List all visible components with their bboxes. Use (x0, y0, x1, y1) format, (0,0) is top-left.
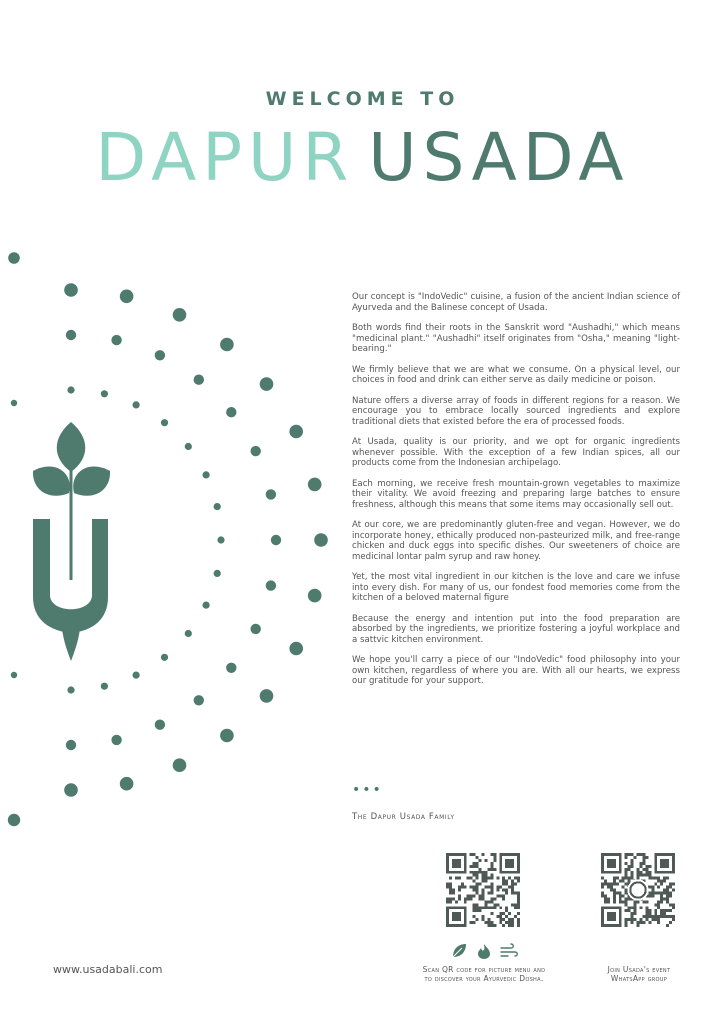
website-link[interactable]: www.usadabali.com (53, 963, 163, 976)
decorative-dot (308, 478, 322, 492)
paragraph: Yet, the most vital ingredient in our kitchen is the love and care we infuse into every dish. For many of us, our fondest food memories come from the kitchen of a beloved maternal figure (352, 572, 680, 603)
paragraph: Our concept is "IndoVedic" cuisine, a fusion of the ancient Indian science of Ayurveda and the Balinese concept of Usada. (352, 292, 680, 313)
decorative-dot (266, 489, 276, 499)
decorative-dot (289, 425, 303, 439)
wind-icon (501, 944, 517, 956)
qr-caption-whatsapp (590, 965, 688, 983)
decorative-dot (185, 443, 192, 450)
decorative-dot (226, 663, 236, 673)
decorative-dot (185, 630, 192, 637)
welcome-heading: WELCOME TO (265, 88, 460, 110)
brand-title-part2: USADA (368, 119, 630, 196)
dot-arcs (8, 252, 328, 826)
decorative-dot (155, 720, 165, 730)
caption-line: WhatsApp group (610, 974, 668, 983)
decorative-dot (120, 290, 134, 304)
decorative-dot (101, 683, 108, 690)
decorative-dot (194, 695, 204, 705)
decorative-dot (220, 729, 234, 743)
caption-line: Join Usada's event (607, 965, 671, 974)
decorative-dot (161, 654, 168, 661)
paragraph: Both words find their roots in the Sanskrit word "Aushadhi," which means "medicinal plant." "Aushadhi" itself originates from "Osha," meaning "light-bearing." (352, 323, 680, 354)
decorative-dot (220, 338, 234, 352)
paragraph: Because the energy and intention put into the food preparation are absorbed by the ingredients, we prioritize fostering a joyful workplace and a sattvic kitchen environment. (352, 613, 680, 645)
decorative-dot (266, 580, 276, 590)
decorative-dot (251, 446, 261, 456)
decorative-dot (203, 602, 210, 609)
usada-logo-icon (33, 422, 110, 661)
decorative-dot (251, 624, 261, 634)
leaf-icon (453, 944, 466, 957)
decorative-dot (133, 672, 140, 679)
paragraph: We hope you'll carry a piece of our "IndoVedic" food philosophy into your own kitchen, regardless of where you are. With all our hearts, we express our gratitude for your support. (352, 655, 680, 686)
decorative-dot (133, 401, 140, 408)
dosha-icons (451, 942, 521, 960)
decorative-dot (308, 589, 322, 603)
decorative-dot (217, 536, 224, 543)
philosophy-text (352, 292, 680, 697)
brand-title-part1: DAPUR (95, 119, 355, 196)
decorative-dot (226, 407, 236, 417)
decorative-dot (260, 377, 274, 391)
signoff: The Dapur Usada Family (352, 812, 455, 822)
decorative-dot (67, 386, 74, 393)
decorative-dot (11, 672, 17, 678)
qr-caption-menu (398, 965, 570, 983)
decorative-dot (120, 777, 134, 791)
decorative-dot (64, 783, 78, 797)
decorative-dot (161, 419, 168, 426)
paragraph: We firmly believe that we are what we consume. On a physical level, our choices in food and drink can either serve as daily medicine or poison. (352, 364, 680, 385)
paragraph: Each morning, we receive fresh mountain-grown vegetables to maximize their vitality. We avoid freezing and preparing large batches to ensure freshness, although this means that some items may occasionally sell out. (352, 478, 680, 510)
decorative-dot (214, 503, 221, 510)
whatsapp-qr-code-icon[interactable] (601, 853, 675, 927)
decorative-dot (111, 335, 121, 345)
decorative-dot (214, 570, 221, 577)
decorative-dot (155, 350, 165, 360)
decorative-dot (67, 686, 74, 693)
paragraph: Nature offers a diverse array of foods in different regions for a reason. We encourage you to embrace locally sourced ingredients and explore traditional diets that existed before the era of processed foods. (352, 395, 680, 427)
decorative-dot (66, 740, 76, 750)
decorative-dot (64, 283, 78, 297)
decorative-dot (173, 758, 187, 772)
decorative-dot (203, 471, 210, 478)
decorative-dot (101, 390, 108, 397)
decorative-dot (271, 535, 281, 545)
flame-icon (478, 944, 490, 959)
decorative-dot (8, 814, 20, 826)
usada-logo-illustration (0, 235, 335, 845)
divider-dots: ••• (352, 782, 383, 798)
decorative-dot (194, 375, 204, 385)
qr-code-icon[interactable] (446, 853, 520, 927)
decorative-dot (111, 735, 121, 745)
decorative-dot (8, 252, 20, 264)
brand-title (0, 118, 725, 198)
decorative-dot (173, 308, 187, 322)
caption-line: to discover your Ayurvedic Dosha. (424, 974, 544, 983)
decorative-dot (260, 689, 274, 703)
decorative-dot (66, 330, 76, 340)
decorative-dot (289, 642, 303, 656)
paragraph: At our core, we are predominantly gluten-free and vegan. However, we do incorporate honey, ethically produced non-pasteurized milk, and free-range chicken and duck eggs into specific dishes. Our sweeteners of choice are medicinal lontar palm syrup and raw honey. (352, 520, 680, 562)
paragraph: At Usada, quality is our priority, and we opt for organic ingredients whenever possible. With the exception of a few Indian spices, all our products come from the Indonesian archipelago. (352, 437, 680, 468)
caption-line: Scan QR code for picture menu and (422, 965, 546, 974)
decorative-dot (11, 400, 17, 406)
decorative-dot (314, 533, 328, 547)
